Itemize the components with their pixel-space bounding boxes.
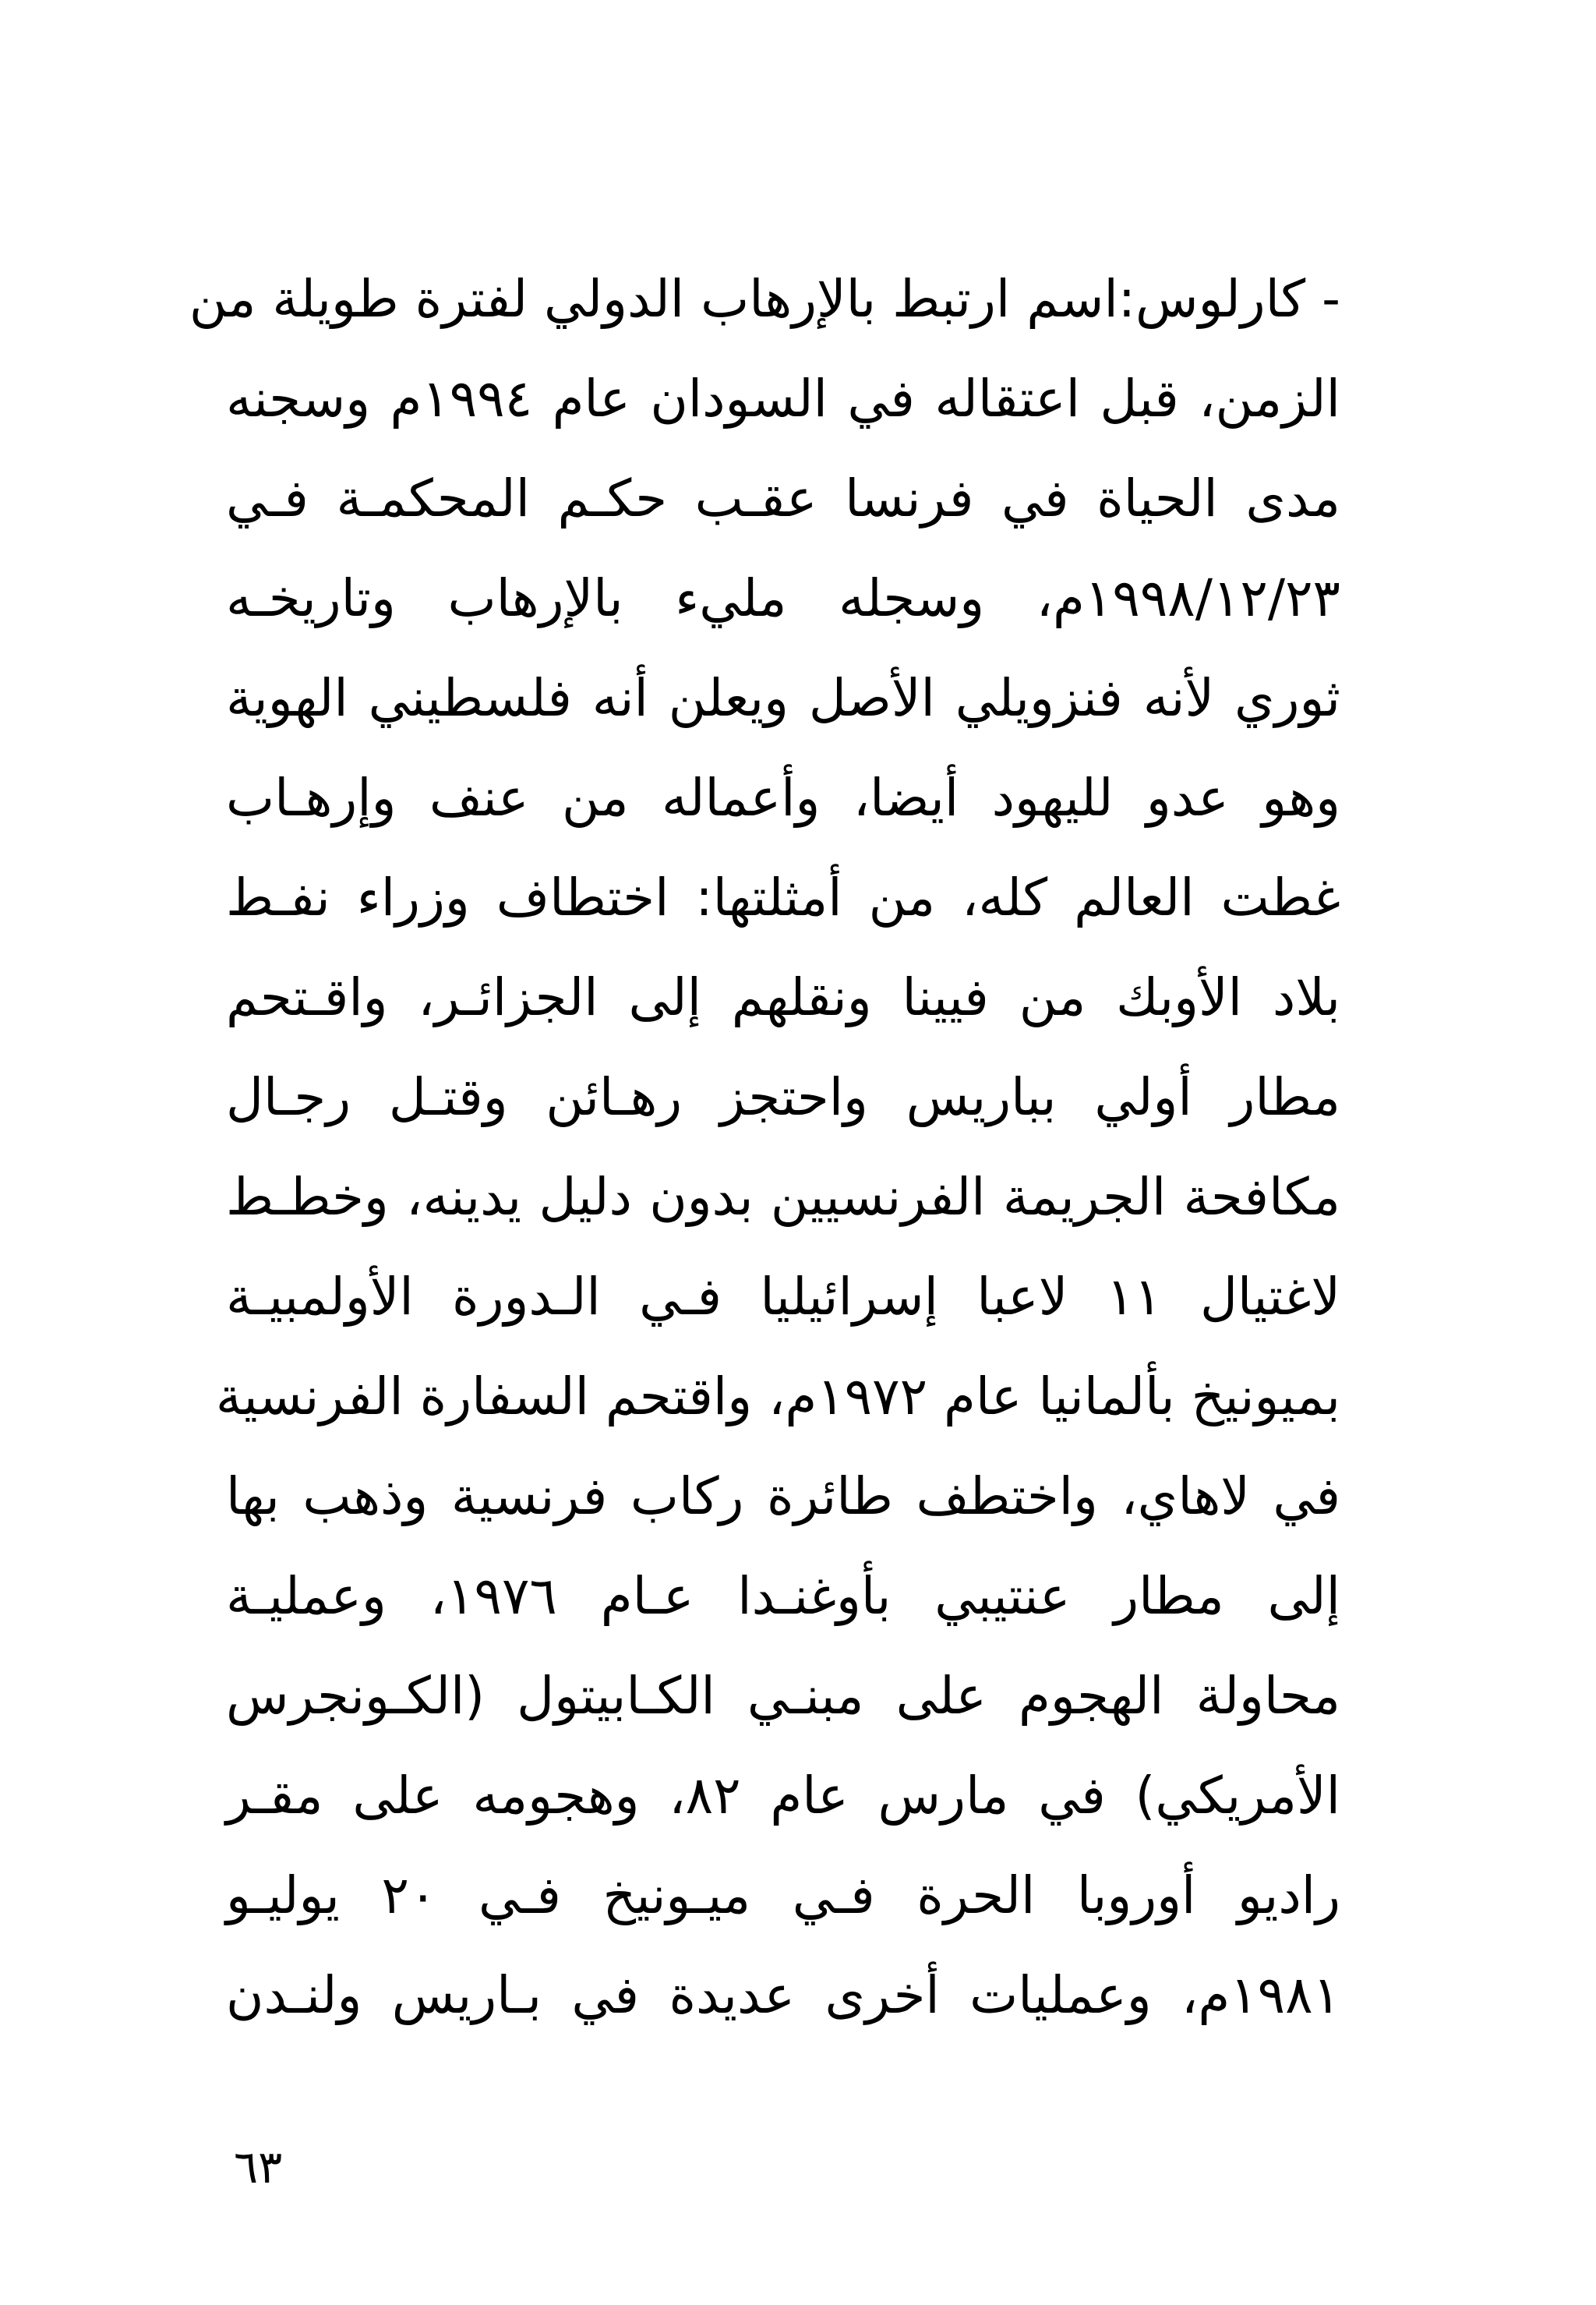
text-line: في لاهاي، واختطف طائرة ركاب فرنسية وذهب بها bbox=[226, 1466, 1340, 1526]
text-line: ثوري لأنه فنزويلي الأصل ويعلن أنه فلسطيني الهوية bbox=[226, 668, 1340, 728]
text-line: وهو عدو لليهود أيضا، وأعماله من عنف وإرهـاب bbox=[226, 768, 1340, 828]
text-line: بلاد الأوبك من فيينا ونقلهم إلى الجزائـر، واقـتحم bbox=[226, 967, 1340, 1027]
text-line: بميونيخ بألمانيا عام ١٩٧٢م، واقتحم السفارة الفرنسية bbox=[215, 1366, 1340, 1426]
text-line: محاولة الهجوم على مبنـي الكـابيتول (الكـونجرس bbox=[226, 1666, 1340, 1726]
text-line: راديو أوروبا الحرة فـي ميـونيخ فـي ٢٠ يوليـو bbox=[226, 1865, 1340, 1925]
text-line: الزمن، قبل اعتقاله في السودان عام ١٩٩٤م وسجنه bbox=[226, 369, 1340, 429]
text-line: ١٩٩٨/١٢/٢٣م، وسجله مليء بالإرهاب وتاريخـه bbox=[226, 568, 1340, 628]
text-line: مدى الحياة في فرنسا عقـب حكـم المحكمـة فـي bbox=[226, 468, 1340, 529]
page-number: ٦٣ bbox=[234, 2141, 283, 2194]
text-line: إلى مطار عنتيبي بأوغنـدا عـام ١٩٧٦، وعمليـة bbox=[226, 1566, 1340, 1626]
text-line: لاغتيال ١١ لاعبا إسرائيليا فـي الـدورة الأولمبيـة bbox=[226, 1267, 1340, 1327]
text-line: مكافحة الجريمة الفرنسيين بدون دليل يدينه، وخطـط bbox=[226, 1167, 1340, 1227]
text-line: - كارلوس:اسم ارتبط بالإرهاب الدولي لفترة طويلة من bbox=[189, 269, 1340, 329]
text-line: مطار أولي بباريس واحتجز رهـائن وقتـل رجـال bbox=[226, 1067, 1340, 1127]
text-line: غطت العالم كله، من أمثلتها: اختطاف وزراء نفـط bbox=[226, 868, 1340, 928]
text-line: الأمريكي) في مارس عام ٨٢، وهجومه على مقـر bbox=[226, 1766, 1340, 1826]
text-line: ١٩٨١م، وعمليات أخرى عديدة في بـاريس ولنـدن bbox=[226, 1965, 1340, 2025]
body-paragraph bbox=[189, 249, 1340, 2045]
